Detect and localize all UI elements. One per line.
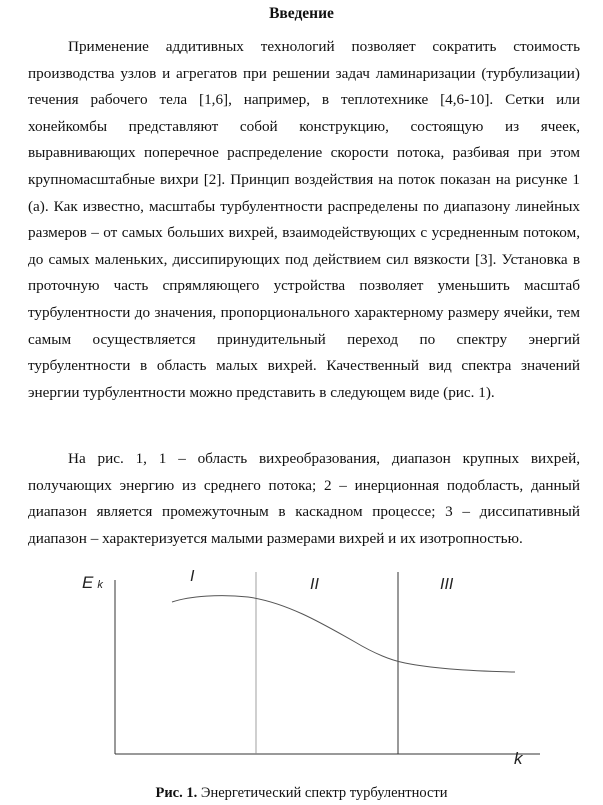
y-axis-label xyxy=(82,574,103,591)
energy-spectrum-figure xyxy=(70,562,570,777)
paragraph-figure-description: На рис. 1, 1 – область вихреобразования, диапазон крупных вихрей, получающих энергию из среднего потока; 2 – инерционная подобласть, данный диапазон является промежуточным в каскадном процессе; 3 – диссипативный диапазон – характеризуется малыми размерами вихрей и их изотропностью. xyxy=(28,450,580,547)
figure-caption-text: Энергетический спектр турбулентности xyxy=(197,785,448,801)
spectrum-curve xyxy=(172,596,515,672)
section-title: Введение xyxy=(269,5,334,22)
region-label-3: III xyxy=(440,576,454,593)
region-label-2: II xyxy=(310,576,319,593)
figure-caption-number: Рис. 1. xyxy=(155,785,198,801)
region-label-1: I xyxy=(190,568,195,585)
y-axis-label-sub: k xyxy=(97,579,103,591)
figure-caption xyxy=(0,784,603,802)
x-axis-label: k xyxy=(514,749,523,768)
energy-spectrum-plot xyxy=(70,562,570,777)
paragraph-intro: Применение аддитивных технологий позволяет сократить стоимость производства узлов и агрегатов при решении задач ламинаризации (турбулизации) течения рабочего тела [1,6], например, в теплотехнике [4,6-10]. Сетки или хонейкомбы представляют собой конструкцию, состоящую из ячеек, выравнивающих поперечное распределение скорости потока, разбивая при этом крупномасштабные вихри [2]. Принцип воздействия на поток показан на рисунке 1 (а). Как известно, масштабы турбулентности распределены по диапазону линейных размеров – от самых больших вихрей, взаимодействующих с усредненным потоком, до самых маленьких, диссипирующих под действием сил вязкости [3]. Установка в проточную часть спрямляющего устройства позволяет уменьшить масштаб турбулентности до значения, пропорционального характерному размеру ячейки, тем самым осуществляется принудительный переход по спектру энергий турбулентности в область малых вихрей. Качественный вид спектра значений энергии турбулентности можно представить в следующем виде (рис. 1). xyxy=(28,38,580,401)
y-axis-label-main: E xyxy=(82,573,94,592)
